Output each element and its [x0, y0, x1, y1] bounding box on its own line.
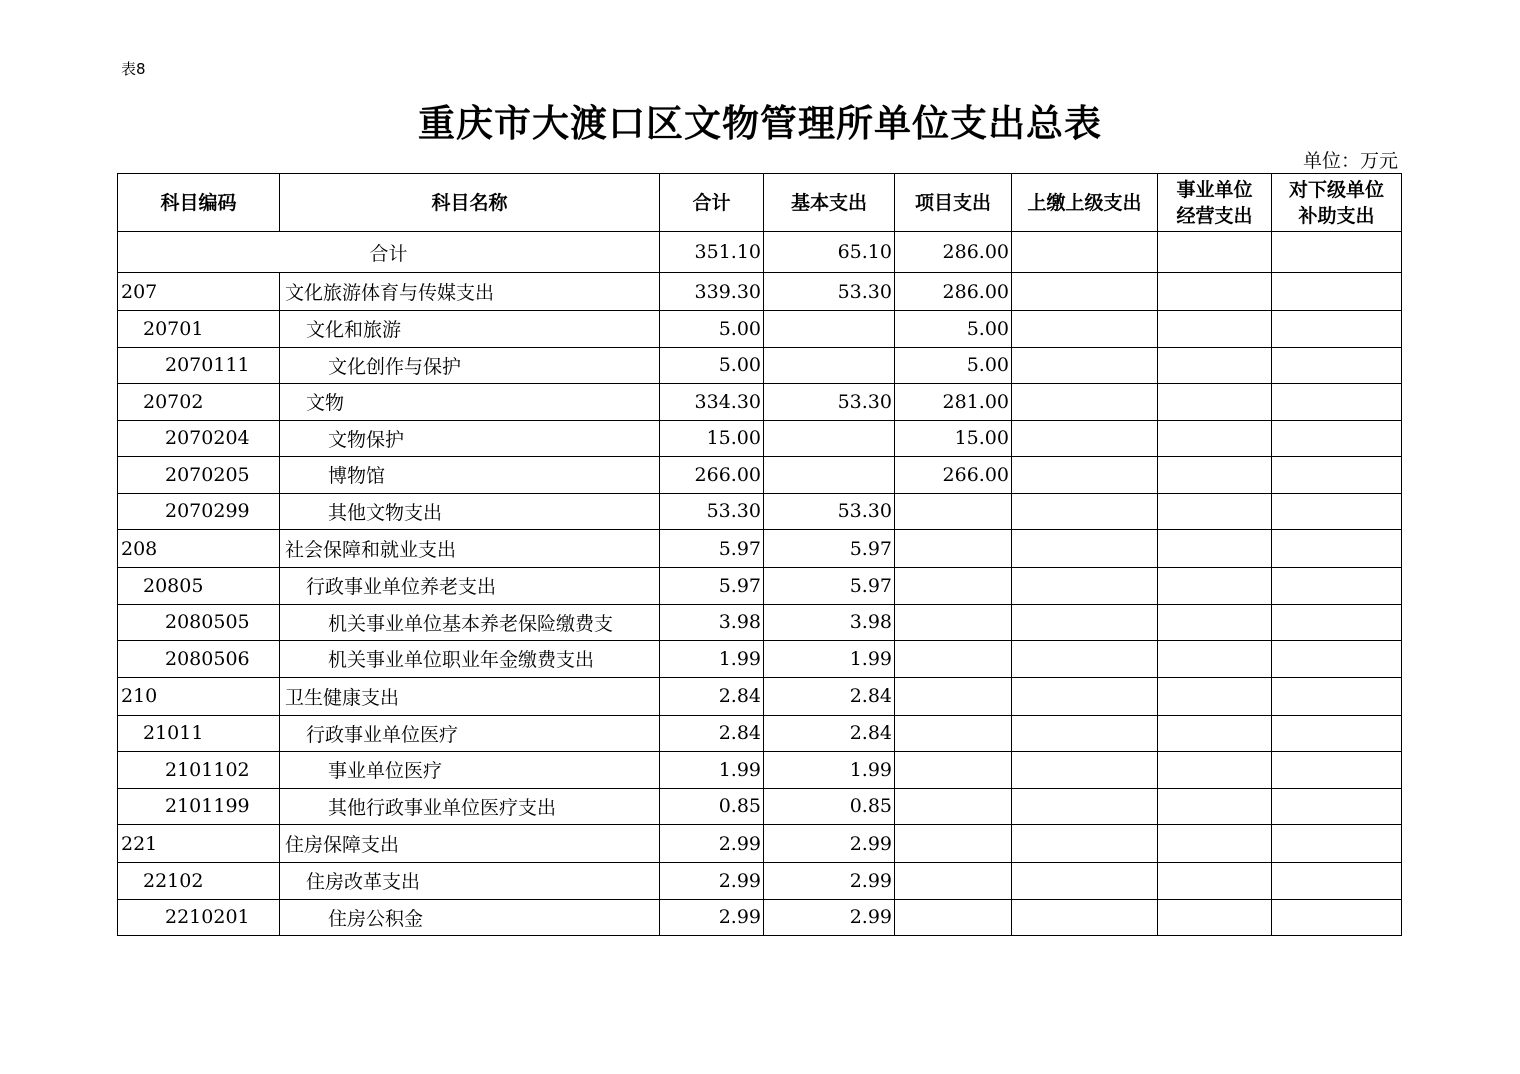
row-total: 2.84 — [660, 715, 764, 752]
row-code: 2101102 — [118, 752, 280, 789]
row-project — [895, 530, 1012, 568]
row-subsidy — [1272, 530, 1402, 568]
row-project: 5.00 — [895, 311, 1012, 348]
row-code: 22102 — [118, 863, 280, 900]
row-code: 2080506 — [118, 641, 280, 678]
total-basic: 65.10 — [764, 232, 895, 273]
row-name: 行政事业单位医疗 — [280, 715, 660, 752]
row-name: 其他文物支出 — [280, 493, 660, 530]
total-upper — [1012, 232, 1158, 273]
row-code: 20701 — [118, 311, 280, 348]
row-subsidy — [1272, 311, 1402, 348]
row-name: 机关事业单位基本养老保险缴费支 — [280, 604, 660, 641]
row-project — [895, 568, 1012, 605]
row-subsidy — [1272, 641, 1402, 678]
row-project: 286.00 — [895, 273, 1012, 311]
row-total: 5.97 — [660, 568, 764, 605]
row-upper — [1012, 788, 1158, 825]
row-project — [895, 641, 1012, 678]
header-row — [118, 174, 1402, 232]
header-subsidy: 对下级单位 补助支出 — [1272, 174, 1402, 232]
row-code: 2101199 — [118, 788, 280, 825]
row-project — [895, 752, 1012, 789]
row-basic: 2.84 — [764, 715, 895, 752]
row-subsidy — [1272, 420, 1402, 457]
row-business — [1158, 493, 1272, 530]
row-upper — [1012, 568, 1158, 605]
row-business — [1158, 788, 1272, 825]
row-name: 住房公积金 — [280, 899, 660, 936]
row-basic: 2.99 — [764, 863, 895, 900]
row-subsidy — [1272, 899, 1402, 936]
row-subsidy — [1272, 457, 1402, 494]
row-total: 266.00 — [660, 457, 764, 494]
row-code: 2210201 — [118, 899, 280, 936]
row-name: 其他行政事业单位医疗支出 — [280, 788, 660, 825]
row-upper — [1012, 457, 1158, 494]
row-total: 339.30 — [660, 273, 764, 311]
row-name: 住房保障支出 — [280, 825, 660, 863]
row-name: 文化和旅游 — [280, 311, 660, 348]
row-subsidy — [1272, 604, 1402, 641]
row-project — [895, 604, 1012, 641]
header-name: 科目名称 — [280, 174, 660, 232]
row-upper — [1012, 825, 1158, 863]
row-subsidy — [1272, 752, 1402, 789]
row-subsidy — [1272, 568, 1402, 605]
row-project — [895, 899, 1012, 936]
row-code: 2070111 — [118, 347, 280, 384]
row-total: 5.00 — [660, 347, 764, 384]
row-business — [1158, 568, 1272, 605]
row-name: 文化旅游体育与传媒支出 — [280, 273, 660, 311]
row-project — [895, 788, 1012, 825]
row-subsidy — [1272, 825, 1402, 863]
row-basic: 1.99 — [764, 752, 895, 789]
header-code: 科目编码 — [118, 174, 280, 232]
row-total: 5.97 — [660, 530, 764, 568]
row-business — [1158, 752, 1272, 789]
row-name: 文化创作与保护 — [280, 347, 660, 384]
table-row — [118, 863, 1402, 900]
row-total: 2.99 — [660, 899, 764, 936]
row-project — [895, 493, 1012, 530]
table-row — [118, 788, 1402, 825]
row-basic: 5.97 — [764, 568, 895, 605]
row-name: 事业单位医疗 — [280, 752, 660, 789]
row-business — [1158, 530, 1272, 568]
row-basic: 2.99 — [764, 899, 895, 936]
row-business — [1158, 863, 1272, 900]
row-basic: 53.30 — [764, 493, 895, 530]
row-business — [1158, 604, 1272, 641]
row-total: 3.98 — [660, 604, 764, 641]
row-upper — [1012, 641, 1158, 678]
unit-label: 单位：万元 — [1302, 150, 1398, 172]
row-business — [1158, 273, 1272, 311]
total-project: 286.00 — [895, 232, 1012, 273]
row-project — [895, 825, 1012, 863]
row-business — [1158, 715, 1272, 752]
table-row — [118, 752, 1402, 789]
row-project: 281.00 — [895, 384, 1012, 421]
table-row — [118, 641, 1402, 678]
row-business — [1158, 347, 1272, 384]
page-title: 重庆市大渡口区文物管理所单位支出总表 — [418, 102, 1102, 145]
table-row — [118, 384, 1402, 421]
row-name: 文物保护 — [280, 420, 660, 457]
row-total: 334.30 — [660, 384, 764, 421]
header-basic: 基本支出 — [764, 174, 895, 232]
table-row — [118, 530, 1402, 568]
row-total: 15.00 — [660, 420, 764, 457]
row-basic — [764, 347, 895, 384]
row-code: 20805 — [118, 568, 280, 605]
row-upper — [1012, 715, 1158, 752]
table-row — [118, 457, 1402, 494]
table-row — [118, 311, 1402, 348]
row-basic — [764, 420, 895, 457]
row-total: 5.00 — [660, 311, 764, 348]
row-upper — [1012, 677, 1158, 715]
header-project: 项目支出 — [895, 174, 1012, 232]
row-total: 2.99 — [660, 863, 764, 900]
row-business — [1158, 457, 1272, 494]
row-basic: 3.98 — [764, 604, 895, 641]
row-basic: 53.30 — [764, 384, 895, 421]
row-project: 5.00 — [895, 347, 1012, 384]
row-subsidy — [1272, 715, 1402, 752]
row-total: 53.30 — [660, 493, 764, 530]
total-subsidy — [1272, 232, 1402, 273]
row-upper — [1012, 530, 1158, 568]
row-upper — [1012, 863, 1158, 900]
row-name: 文物 — [280, 384, 660, 421]
row-subsidy — [1272, 677, 1402, 715]
row-code: 207 — [118, 273, 280, 311]
row-basic: 53.30 — [764, 273, 895, 311]
row-upper — [1012, 420, 1158, 457]
header-business: 事业单位 经营支出 — [1158, 174, 1272, 232]
row-project — [895, 677, 1012, 715]
row-subsidy — [1272, 788, 1402, 825]
row-code: 2070204 — [118, 420, 280, 457]
row-project: 266.00 — [895, 457, 1012, 494]
table-row — [118, 677, 1402, 715]
row-business — [1158, 384, 1272, 421]
row-name: 卫生健康支出 — [280, 677, 660, 715]
table-row — [118, 420, 1402, 457]
row-upper — [1012, 493, 1158, 530]
row-business — [1158, 641, 1272, 678]
table-row — [118, 604, 1402, 641]
expenditure-table — [117, 173, 1402, 936]
row-upper — [1012, 311, 1158, 348]
header-total: 合计 — [660, 174, 764, 232]
row-upper — [1012, 347, 1158, 384]
row-project — [895, 715, 1012, 752]
row-business — [1158, 825, 1272, 863]
row-name: 社会保障和就业支出 — [280, 530, 660, 568]
row-basic: 2.84 — [764, 677, 895, 715]
row-total: 1.99 — [660, 641, 764, 678]
row-subsidy — [1272, 384, 1402, 421]
row-subsidy — [1272, 863, 1402, 900]
row-business — [1158, 420, 1272, 457]
row-total: 2.99 — [660, 825, 764, 863]
row-upper — [1012, 899, 1158, 936]
total-label: 合计 — [118, 232, 660, 273]
row-subsidy — [1272, 273, 1402, 311]
row-code: 210 — [118, 677, 280, 715]
row-basic: 1.99 — [764, 641, 895, 678]
row-total: 1.99 — [660, 752, 764, 789]
row-upper — [1012, 384, 1158, 421]
total-total: 351.10 — [660, 232, 764, 273]
row-name: 机关事业单位职业年金缴费支出 — [280, 641, 660, 678]
row-code: 2080505 — [118, 604, 280, 641]
table-row — [118, 715, 1402, 752]
row-name: 住房改革支出 — [280, 863, 660, 900]
row-code: 221 — [118, 825, 280, 863]
table-row — [118, 899, 1402, 936]
row-basic: 5.97 — [764, 530, 895, 568]
row-upper — [1012, 273, 1158, 311]
table-row — [118, 273, 1402, 311]
row-upper — [1012, 604, 1158, 641]
row-code: 2070205 — [118, 457, 280, 494]
row-business — [1158, 311, 1272, 348]
total-business — [1158, 232, 1272, 273]
table-row — [118, 568, 1402, 605]
total-row — [118, 232, 1402, 273]
table-number: 表8 — [121, 60, 146, 78]
row-name: 博物馆 — [280, 457, 660, 494]
header-upper: 上缴上级支出 — [1012, 174, 1158, 232]
row-basic: 0.85 — [764, 788, 895, 825]
row-code: 21011 — [118, 715, 280, 752]
row-total: 2.84 — [660, 677, 764, 715]
row-project: 15.00 — [895, 420, 1012, 457]
row-subsidy — [1272, 493, 1402, 530]
row-project — [895, 863, 1012, 900]
row-subsidy — [1272, 347, 1402, 384]
row-basic — [764, 311, 895, 348]
row-code: 2070299 — [118, 493, 280, 530]
table-row — [118, 493, 1402, 530]
row-basic: 2.99 — [764, 825, 895, 863]
row-name: 行政事业单位养老支出 — [280, 568, 660, 605]
row-business — [1158, 899, 1272, 936]
row-code: 20702 — [118, 384, 280, 421]
row-upper — [1012, 752, 1158, 789]
row-code: 208 — [118, 530, 280, 568]
row-basic — [764, 457, 895, 494]
row-business — [1158, 677, 1272, 715]
table-row — [118, 825, 1402, 863]
row-total: 0.85 — [660, 788, 764, 825]
table-row — [118, 347, 1402, 384]
